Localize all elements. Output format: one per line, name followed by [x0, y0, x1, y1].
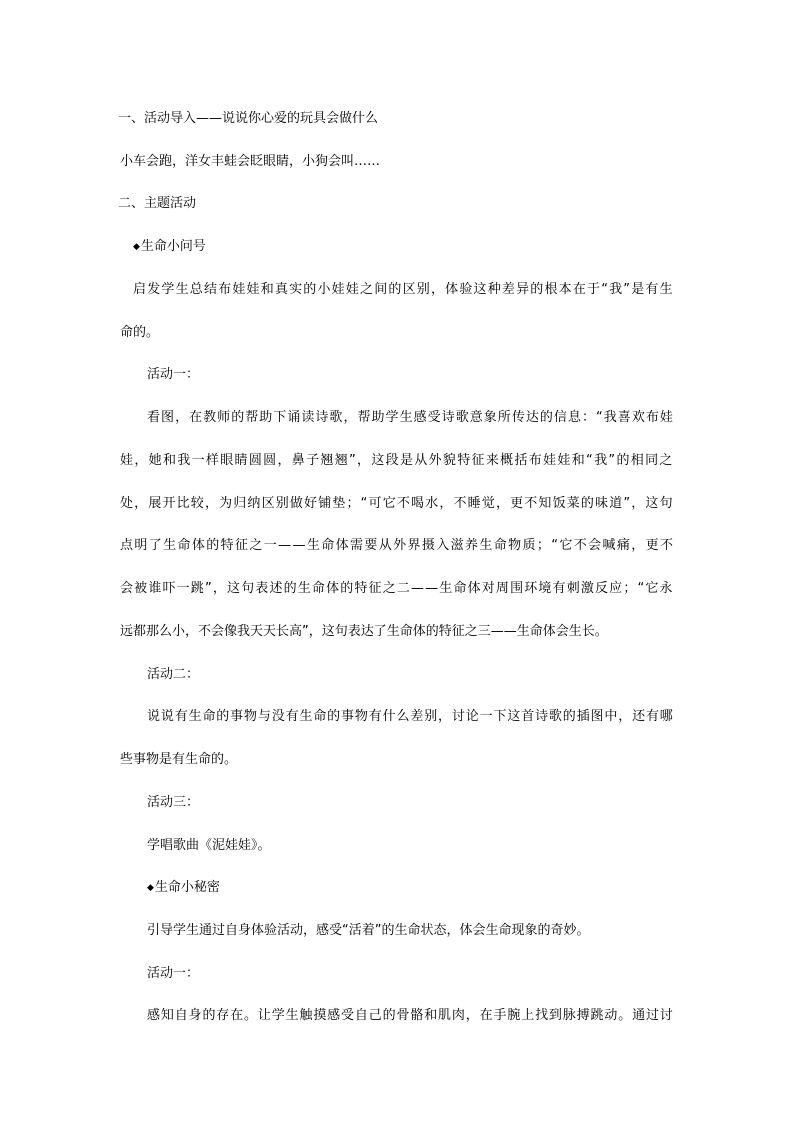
activity-2-line-2: 些事物是有生命的。 — [120, 752, 238, 767]
section-title-text: 生命小问号 — [140, 239, 206, 254]
section-title-text: 生命小秘密 — [154, 880, 220, 895]
section-1-intro-line-1: 启 发 学 生 总 结 布 娃 娃 和 真 实 的 小 娃 娃 之 间 的 区 别 ， 体 验 这 种 差 异 的 根 本 在 于 “ 我 ” 是 有 生 — [133, 282, 673, 297]
heading-activity-intro: 一、活动导入——说说你心爱的玩具会做什么 — [118, 111, 379, 126]
diamond-bullet-icon: ◆ — [147, 883, 154, 893]
activity-1-line-6: 远都那么小，不会像我天天长高”，这句表达了生命体的特征之三——生命体会生长。 — [120, 624, 608, 639]
activity-3-text: 学唱歌曲《泥娃娃》。 — [147, 838, 271, 853]
activity-1-line-4: 点 明 了 生 命 体 的 特 征 之 一 — — 生 命 体 需 要 从 外 界 摄 入 滋 养 生 命 物 质 ； “ 它 不 会 喊 痛 ， 更 不 — [120, 538, 673, 553]
section-2-intro: 引导学生通过自身体验活动，感受“活着”的生命状态，体会生命现象的奇妙。 — [147, 923, 590, 938]
activity-1-line-2: 娃 ， 她 和 我 一 样 眼 睛 圆 圆 ， 鼻 子 翘 翘 ” ， 这 段 是 从 外 貌 特 征 来 概 括 布 娃 娃 和 “ 我 ” 的 相 同 之 — [120, 453, 673, 468]
heading-theme-activities: 二、主题活动 — [118, 196, 197, 211]
activity-2-label: 活动二： — [147, 667, 200, 682]
section-1-intro-line-2: 命的。 — [120, 325, 160, 340]
activity-1-line-1: 看 图 ， 在 教 师 的 帮 助 下 诵 读 诗 歌 ， 帮 助 学 生 感 受 诗 歌 意 象 所 传 达 的 信 息 ： “ 我 喜 欢 布 娃 — [147, 410, 673, 425]
intro-paragraph: 小车会跑，洋女丰蛙会眨眼睛，小狗会叫…… — [120, 154, 381, 169]
activity-1-label: 活动一： — [147, 367, 200, 382]
section-title-life-question — [0, 239, 794, 255]
section-2-activity-1-text: 感 知 自 身 的 存 在 。 让 学 生 触 摸 感 受 自 己 的 骨 骼 和 肌 肉 ， 在 手 腕 上 找 到 脉 搏 跳 动 。 通 过 讨 — [147, 1008, 673, 1023]
section-title-life-secret — [0, 880, 794, 896]
diamond-bullet-icon: ◆ — [133, 242, 140, 252]
section-2-activity-1-label: 活动一： — [147, 966, 200, 981]
activity-1-line-5: 会 被 谁 吓 一 跳 ” ， 这 句 表 述 的 生 命 体 的 特 征 之 二 — — 生 命 体 对 周 围 环 境 有 刺 激 反 应 ； “ 它 永 — [120, 581, 673, 596]
activity-1-line-3: 处 ， 展 开 比 较 ， 为 归 纳 区 别 做 好 铺 垫 ； “ 可 它 不 喝 水 ， 不 睡 觉 ， 更 不 知 饭 菜 的 味 道 ” ， 这 句 — [120, 496, 673, 511]
activity-3-label: 活动三： — [147, 795, 200, 810]
activity-2-line-1: 说 说 有 生 命 的 事 物 与 没 有 生 命 的 事 物 有 什 么 差 别 ， 讨 论 一 下 这 首 诗 歌 的 插 图 中 ， 还 有 哪 — [147, 709, 673, 724]
